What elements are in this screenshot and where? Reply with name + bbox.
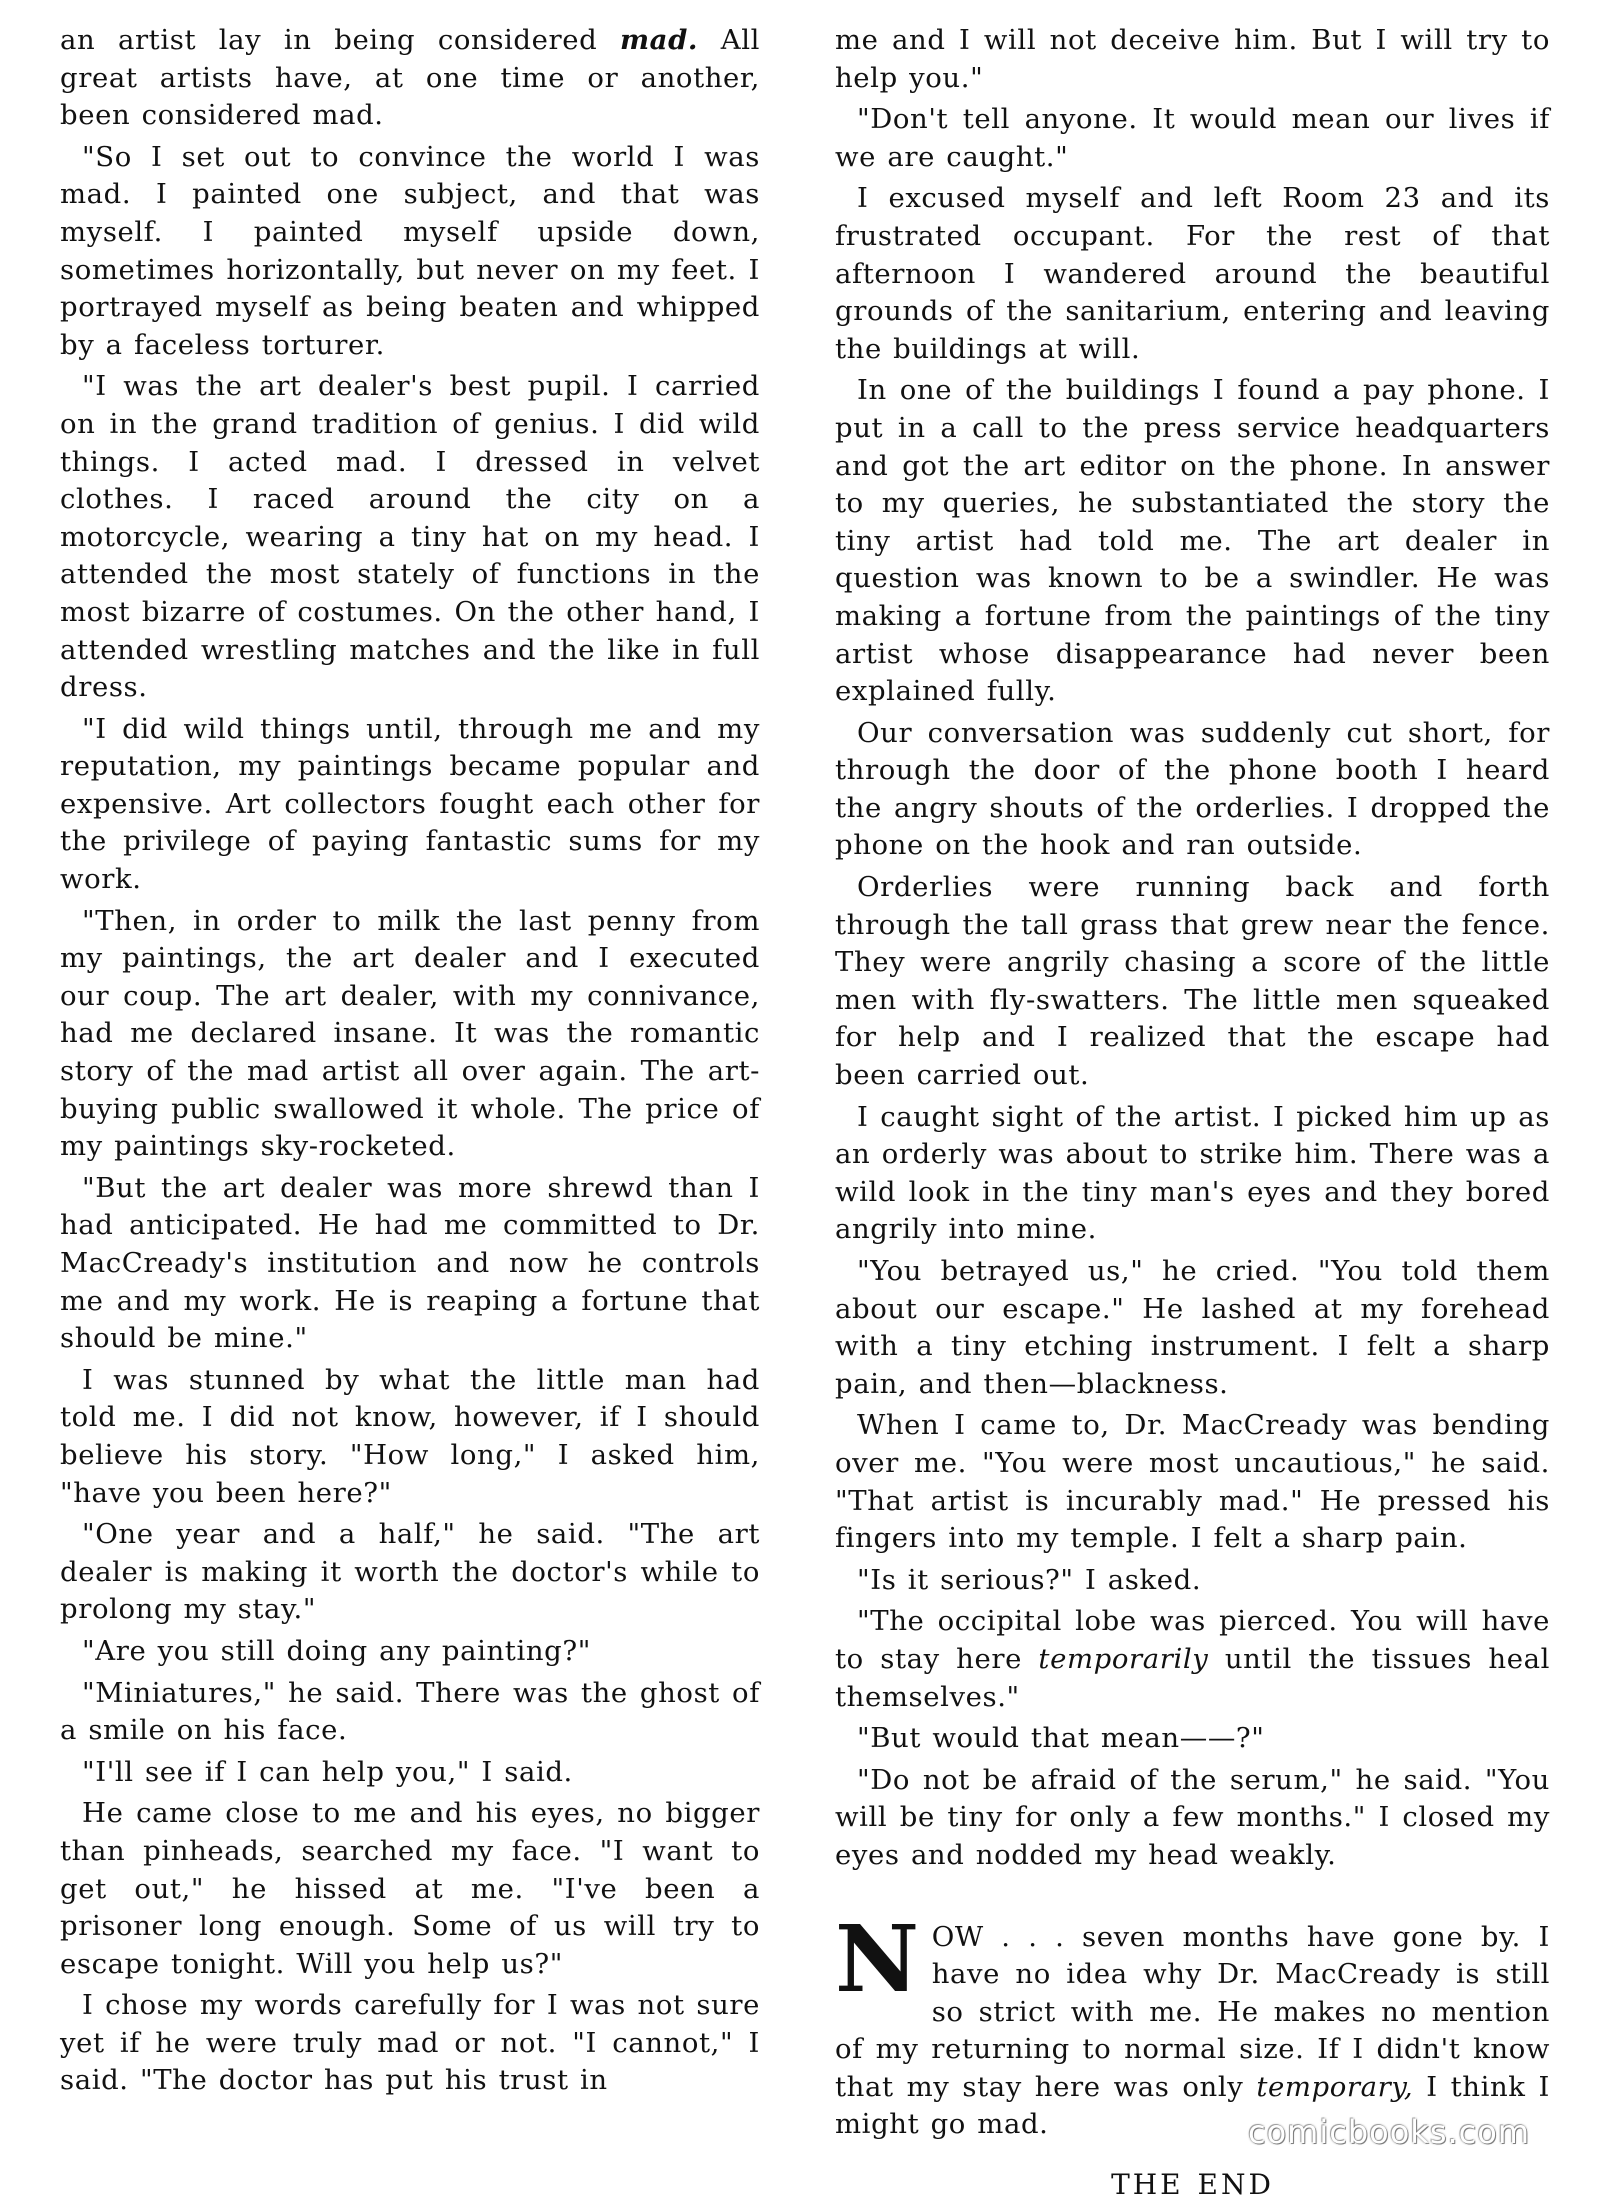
- paragraph: "So I set out to convince the world I was mad. I painted one subject, and that was myself. I painted myself upside down, sometimes horizontally, but never on my feet. I portrayed myself as being beaten and whipped by a faceless torturer.: [60, 140, 760, 361]
- paragraph: "You betrayed us," he cried. "You told them about our escape." He lashed at my forehead with a tiny etching instrument. I felt a sharp pain, and then—blackness.: [835, 1255, 1550, 1400]
- story-page: [60, 22, 1550, 2202]
- the-end-label: THE END: [1111, 2168, 1274, 2202]
- drop-cap: N: [835, 1904, 920, 2013]
- paragraph: I chose my words carefully for I was not sure yet if he were truly mad or not. "I cannot," I said. "The doctor has put his trust in: [60, 1989, 760, 2097]
- emphasis: mad.: [619, 24, 699, 56]
- paragraph: When I came to, Dr. MacCready was bending over me. "You were most uncautious," he said. "That artist is incurably mad." He pressed his fingers into my temple. I felt a sharp pain.: [835, 1409, 1550, 1555]
- ending-section: [835, 1904, 1550, 2204]
- paragraph: an artist lay in being considered mad. All great artists have, at one time or another, been considered mad.: [60, 24, 760, 132]
- emphasis: temporarily: [1038, 1642, 1209, 1675]
- paragraph: "But the art dealer was more shrewd than I had anticipated. He had me committed to Dr. MacCready's institution and now he controls me and my work. He is reaping a fortune that should be mine.": [60, 1171, 760, 1355]
- paragraph: "Then, in order to milk the last penny from my paintings, the art dealer and I executed our coup. The art dealer, with my connivance, had me declared insane. It was the romantic story of the mad artist all over again. The art-buying public swallowed it whole. The price of my paintings sky-rocketed.: [60, 904, 760, 1163]
- watermark: comicbooks.com: [1247, 2113, 1530, 2151]
- right-column: [835, 22, 1550, 2204]
- paragraph: "But would that mean——?": [857, 1722, 1265, 1755]
- paragraph: Orderlies were running back and forth through the tall grass that grew near the fence. They were angrily chasing a score of the little men with fly-swatters. The little men squeaked for help and I realized that the escape had been carried out.: [835, 871, 1550, 1092]
- paragraph: "I was the art dealer's best pupil. I carried on in the grand tradition of genius. I did wild things. I acted mad. I dressed in velvet clothes. I raced around the city on a motorcycle, wearing a tiny hat on my head. I attended the most stately of functions in the most bizarre of costumes. On the other hand, I attended wrestling matches and the like in full dress.: [60, 370, 760, 704]
- paragraph: "Miniatures," he said. There was the ghost of a smile on his face.: [60, 1676, 760, 1747]
- paragraph: "I'll see if I can help you," I said.: [82, 1755, 573, 1788]
- paragraph: I was stunned by what the little man had told me. I did not know, however, if I should believe his story. "How long," I asked him, "have you been here?": [60, 1363, 760, 1509]
- paragraph: He came close to me and his eyes, no bigger than pinheads, searched my face. "I want to get out," he hissed at me. "I've been a prisoner long enough. Some of us will try to escape tonight. Will you help us?": [60, 1797, 760, 1980]
- paragraph: me and I will not deceive him. But I will try to help you.": [835, 24, 1550, 94]
- paragraph: "One year and a half," he said. "The art dealer is making it worth the doctor's while to prolong my stay.": [60, 1518, 760, 1626]
- ending-paragraph: NOW . . . seven months have gone by. I have no idea why Dr. MacCready is still so strict with me. He makes no mention of my returning to normal size. If I didn't know that my stay here was only temporary, I think I might go mad.: [835, 1904, 1550, 2141]
- paragraph: "Is it serious?" I asked.: [857, 1563, 1202, 1596]
- emphasis: temporary,: [1256, 2070, 1414, 2103]
- paragraph: I excused myself and left Room 23 and its frustrated occupant. For the rest of that afternoon I wandered around the beautiful grounds of the sanitarium, entering and leaving the buildings at will.: [835, 182, 1550, 365]
- paragraph: "Don't tell anyone. It would mean our lives if we are caught.": [835, 103, 1550, 173]
- paragraph: I caught sight of the artist. I picked him up as an orderly was about to strike him. There was a wild look in the tiny man's eyes and they bored angrily into mine.: [835, 1100, 1550, 1246]
- paragraph: "Are you still doing any painting?": [82, 1634, 591, 1667]
- paragraph: "Do not be afraid of the serum," he said. "You will be tiny for only a few months." I closed my eyes and nodded my head weakly.: [835, 1763, 1550, 1871]
- paragraph: Our conversation was suddenly cut short, for through the door of the phone booth I heard the angry shouts of the orderlies. I dropped the phone on the hook and ran outside.: [835, 716, 1550, 862]
- paragraph: "The occipital lobe was pierced. You will have to stay here temporarily until the tissues heal themselves.": [835, 1605, 1550, 1713]
- paragraph: "I did wild things until, through me and my reputation, my paintings became popular and expensive. Art collectors fought each other for the privilege of paying fantastic sums for my work.: [60, 712, 760, 896]
- left-column: [60, 22, 760, 2104]
- paragraph: In one of the buildings I found a pay phone. I put in a call to the press service headquarters and got the art editor on the phone. In answer to my queries, he substantiated the story the tiny artist had told me. The art dealer in question was known to be a swindler. He was making a fortune from the paintings of the tiny artist whose disappearance had never been explained fully.: [835, 374, 1550, 708]
